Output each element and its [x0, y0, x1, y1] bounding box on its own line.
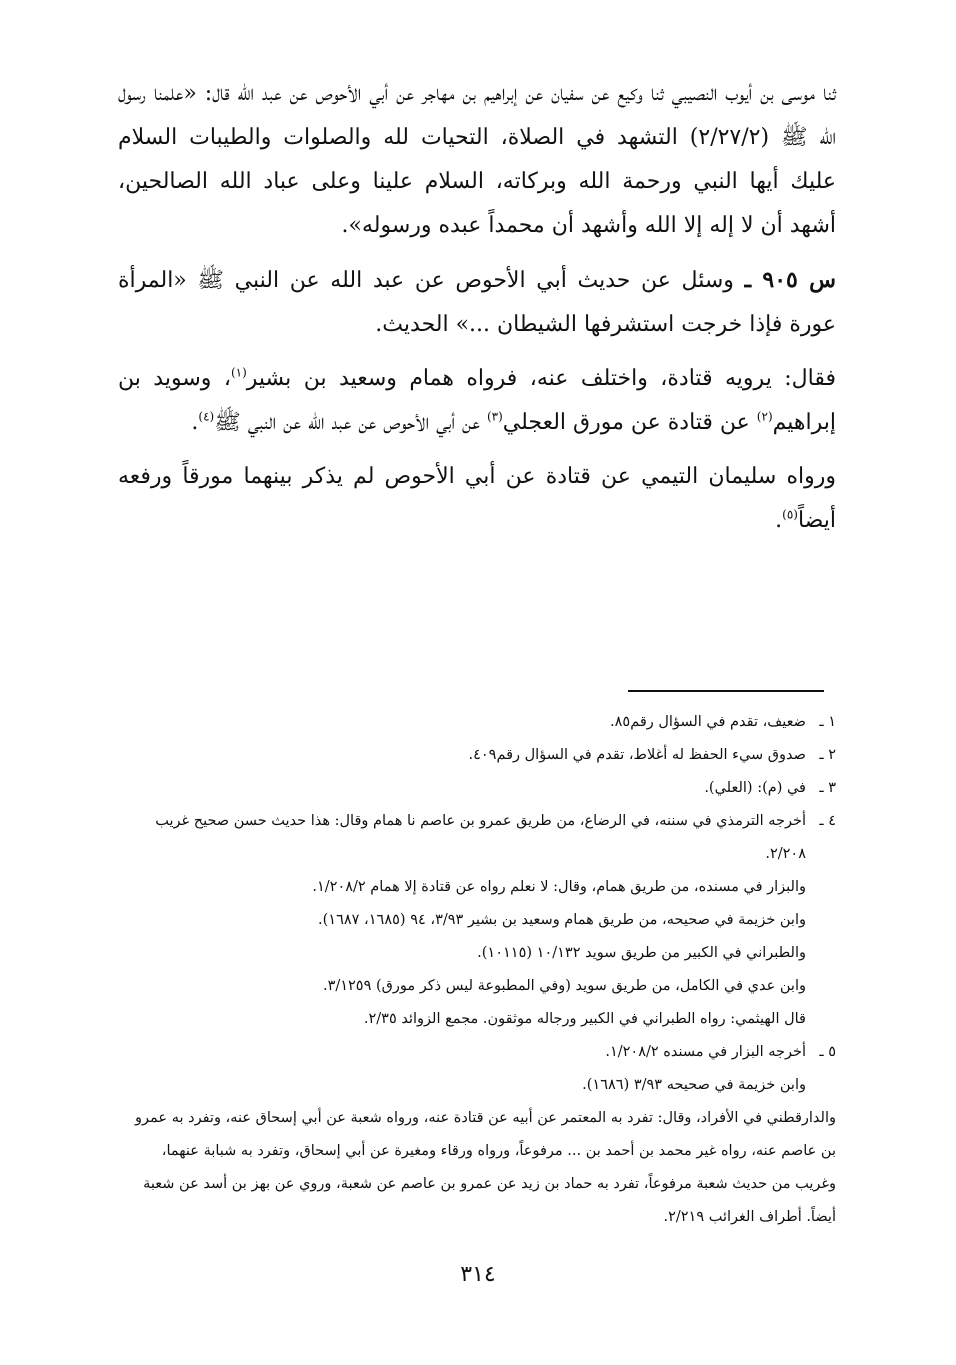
footnote-continuation: والدارقطني في الأفراد، وقال: تفرد به المعتمر عن أبيه عن قتادة عنه، ورواه شعبة عن أبي إسحاق عنه، وتفرد به عمرو بن عاصم عنه، رواه غير محمد بن أحمد بن ... مرفوعاً، ورواه ورقاء ومغيرة عن أبي إسحاق، وتفرد به شبابة عنهما، وغريب من حديث شعبة مرفوعاً، تفرد به حماد بن زيد عن عمرو بن عاصم عن شعبة، وروي عن بهز بن أسد عن شعبة أيضاً. أطراف الغرائب ٢/٢١٩.: [135, 1110, 836, 1225]
footnote-number: ٥ ـ: [819, 1044, 836, 1060]
paragraph-hadith-tashahhud: ثنا موسى بن أيوب النصيبي ثنا وكيع عن سفيان عن إبراهيم بن مهاجر عن أبي الأحوص عن عبد الله قال: «علمنا رسول الله ﷺ (٢/٢٧/٢) التشهد في الصلاة، التحيات لله والصلوات والطيبات السلام عليك أيها النبي ورحمة الله وبركاته، السلام علينا وعلى عباد الله الصالحين، أشهد أن لا إله إلا الله وأشهد أن محمداً عبده ورسوله».: [118, 81, 836, 238]
footnote-number: ١ ـ: [819, 714, 836, 730]
footnote-1: [118, 706, 836, 739]
narration-text: ورواه سليمان التيمي عن قتادة عن أبي الأحوص لم يذكر بينهما مورقاً ورفعه أيضاً: [118, 464, 836, 533]
footnote-divider: [628, 690, 824, 692]
footnote-ref-3[interactable]: (٣): [486, 409, 503, 424]
answer-text-5: .: [191, 410, 199, 435]
footnote-5: [118, 1036, 836, 1102]
answer-text-3: عن قتادة عن مورق العجلي: [502, 410, 757, 435]
page-number: ٣١٤: [460, 1262, 496, 1287]
footnote-ref-5[interactable]: (٥): [782, 507, 798, 522]
answer-text-4: عن أبي الأحوص عن عبد الله عن النبي ﷺ: [214, 410, 487, 435]
footnote-number: ٤ ـ: [819, 813, 836, 829]
footnote-line: أخرجه الترمذي في سننه، في الرضاع، من طريق عمرو بن عاصم نا همام وقال: هذا حديث حسن صحيح غريب ٢/٢٠٨.: [155, 813, 806, 862]
footnote-number: ٣ ـ: [819, 780, 836, 796]
footnote-line: صدوق سيء الحفظ له أغلاط، تقدم في السؤال رقم٤٠٩.: [468, 747, 806, 763]
main-text: [118, 72, 836, 553]
footnote-line: وابن خزيمة في صحيحه، من طريق همام وسعيد بن بشير ٣/٩٣، ٩٤ (١٦٨٥، ١٦٨٧).: [318, 912, 806, 928]
footnote-line: والطبراني في الكبير من طريق سويد ١٠/١٣٢ (١٠١١٥).: [477, 945, 806, 961]
footnote-line: ضعيف، تقدم في السؤال رقم٨٥.: [610, 714, 806, 730]
question-text: وسئل عن حديث أبي الأحوص عن عبد الله عن النبي ﷺ «المرأة عورة فإذا خرجت استشرفها الشيطان ...» الحديث.: [118, 268, 836, 337]
footnote-number: ٢ ـ: [819, 747, 836, 763]
narration-end: .: [775, 508, 783, 533]
footnote-2: [118, 739, 836, 772]
footnote-line: قال الهيثمي: رواه الطبراني في الكبير ورجاله موثقون. مجمع الزوائد ٢/٣٥.: [363, 1011, 806, 1027]
footnote-3: [118, 772, 836, 805]
footnote-line: وابن خزيمة في صحيحه ٣/٩٣ (١٦٨٦).: [582, 1077, 806, 1093]
footnotes: [118, 706, 836, 1234]
footnote-line: أخرجه البزار في مسنده ١/٢٠٨/٢.: [605, 1044, 806, 1060]
question-number: س ٩٠٥ ـ: [744, 267, 837, 293]
footnote-ref-4[interactable]: (٤): [198, 409, 215, 424]
footnote-4: [118, 805, 836, 1036]
footnote-line: في (م): (العلي).: [704, 780, 806, 796]
answer-paragraph: [118, 357, 836, 445]
footnote-line: وابن عدي في الكامل، من طريق سويد (وفي المطبوعة ليس ذكر مورق) ٣/١٢٥٩.: [322, 978, 806, 994]
answer-text-2: ، وسويد بن إبراهيم: [118, 366, 836, 435]
narration-paragraph: [118, 455, 836, 543]
footnote-ref-2[interactable]: (٢): [756, 409, 773, 424]
footnote-ref-1[interactable]: (١): [230, 365, 247, 380]
footnote-line: والبزار في مسنده، من طريق همام، وقال: لا نعلم رواه عن قتادة إلا همام ١/٢٠٨/٢.: [312, 879, 806, 895]
question-905: [118, 258, 836, 347]
answer-text-1: فقال: يرويه قتادة، واختلف عنه، فرواه همام وسعيد بن بشير: [246, 366, 836, 391]
